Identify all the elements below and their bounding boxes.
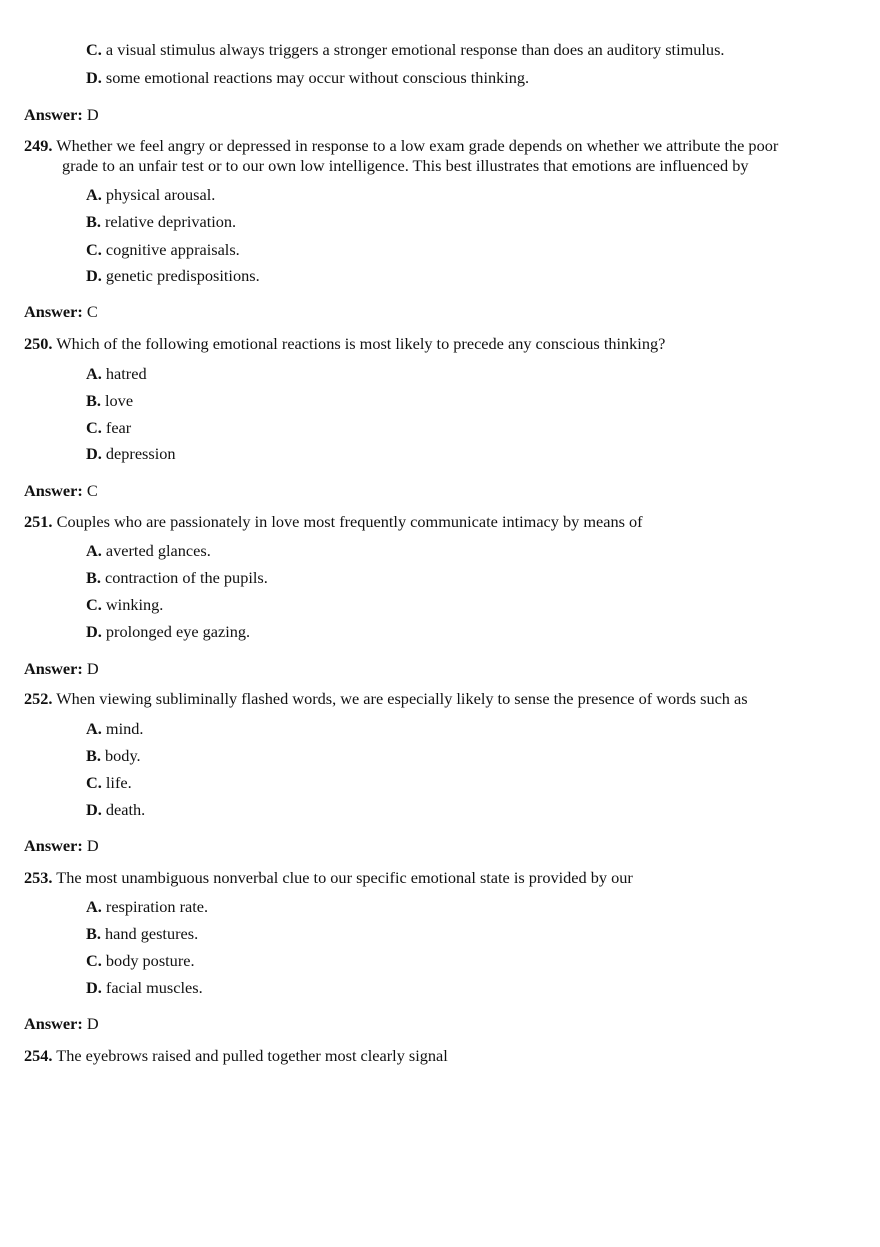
option-letter: D. [86,266,102,285]
option-text: a visual stimulus always triggers a stronger emotional response than does an auditory stimulus. [105,40,725,59]
option-letter: B. [86,746,101,765]
option-row [86,391,133,411]
option-row [86,924,198,944]
answer-label: Answer: [24,1014,83,1033]
option-row [86,444,176,464]
option-letter: A. [86,897,102,916]
option-row [86,240,240,260]
option-row [86,773,132,793]
option-letter: C. [86,773,102,792]
question-number: 252. [24,689,53,708]
option-letter: A. [86,541,102,560]
question-252 [24,689,748,709]
option-text: cognitive appraisals. [105,240,240,259]
option-row [86,897,208,917]
answer-label: Answer: [24,836,83,855]
option-text: relative deprivation. [105,212,237,231]
option-letter: B. [86,568,101,587]
option-text: winking. [105,595,164,614]
option-letter: A. [86,719,102,738]
answer-line [24,659,99,679]
option-row [86,68,529,88]
option-text: life. [105,773,132,792]
question-text: Whether we feel angry or depressed in response to a low exam grade depends on whether we attribute the poor [56,136,779,155]
option-letter: B. [86,924,101,943]
option-letter: C. [86,595,102,614]
question-text: Couples who are passionately in love most frequently communicate intimacy by means of [56,512,643,531]
question-text: The most unambiguous nonverbal clue to our specific emotional state is provided by our [56,868,633,887]
answer-value: C [86,481,98,500]
option-row [86,800,145,820]
option-letter: D. [86,800,102,819]
option-row [86,266,260,286]
question-number: 251. [24,512,53,531]
option-letter: C. [86,40,102,59]
option-text: depression [105,444,176,463]
question-number: 253. [24,868,53,887]
option-row [86,541,211,561]
option-text: genetic predispositions. [105,266,260,285]
option-row [86,568,268,588]
question-text: The eyebrows raised and pulled together most clearly signal [56,1046,448,1065]
option-text: hand gestures. [105,924,199,943]
answer-value: D [86,659,99,678]
answer-value: C [86,302,98,321]
option-row [86,951,195,971]
option-letter: D. [86,444,102,463]
option-text: body posture. [105,951,195,970]
option-letter: C. [86,951,102,970]
option-text: averted glances. [105,541,211,560]
option-letter: B. [86,212,101,231]
option-row [86,418,131,438]
question-text: Which of the following emotional reactions is most likely to precede any conscious thinking? [56,334,666,353]
question-number: 249. [24,136,53,155]
option-letter: D. [86,68,102,87]
answer-line [24,105,99,125]
answer-value: D [86,1014,99,1033]
option-letter: C. [86,240,102,259]
answer-line [24,302,98,322]
option-text: facial muscles. [105,978,203,997]
option-row [86,719,143,739]
option-row [86,622,250,642]
option-text: prolonged eye gazing. [105,622,251,641]
answer-line [24,481,98,501]
option-row [86,185,215,205]
question-249 [24,136,778,156]
answer-label: Answer: [24,659,83,678]
answer-label: Answer: [24,302,83,321]
question-text: When viewing subliminally flashed words, we are especially likely to sense the presence of words such as [56,689,748,708]
answer-label: Answer: [24,105,83,124]
answer-label: Answer: [24,481,83,500]
question-253 [24,868,633,888]
option-text: mind. [105,719,144,738]
option-row [86,978,203,998]
question-251 [24,512,643,532]
option-text: love [105,391,134,410]
option-text: contraction of the pupils. [105,568,268,587]
question-text-continued: grade to an unfair test or to our own low intelligence. This best illustrates that emotions are influenced by [62,156,749,175]
option-row [86,40,724,60]
option-letter: A. [86,185,102,204]
option-row [86,212,236,232]
option-letter: B. [86,391,101,410]
option-row [86,364,147,384]
answer-value: D [86,836,99,855]
option-letter: D. [86,978,102,997]
option-letter: D. [86,622,102,641]
question-number: 250. [24,334,53,353]
option-row [86,595,163,615]
option-text: some emotional reactions may occur without conscious thinking. [105,68,530,87]
option-row [86,746,141,766]
option-text: body. [105,746,141,765]
option-letter: A. [86,364,102,383]
question-number: 254. [24,1046,53,1065]
answer-value: D [86,105,99,124]
option-letter: C. [86,418,102,437]
question-250 [24,334,665,354]
answer-line [24,836,99,856]
option-text: physical arousal. [105,185,216,204]
option-text: hatred [105,364,147,383]
option-text: respiration rate. [105,897,209,916]
option-text: fear [105,418,132,437]
option-text: death. [105,800,146,819]
question-254 [24,1046,448,1066]
answer-line [24,1014,99,1034]
